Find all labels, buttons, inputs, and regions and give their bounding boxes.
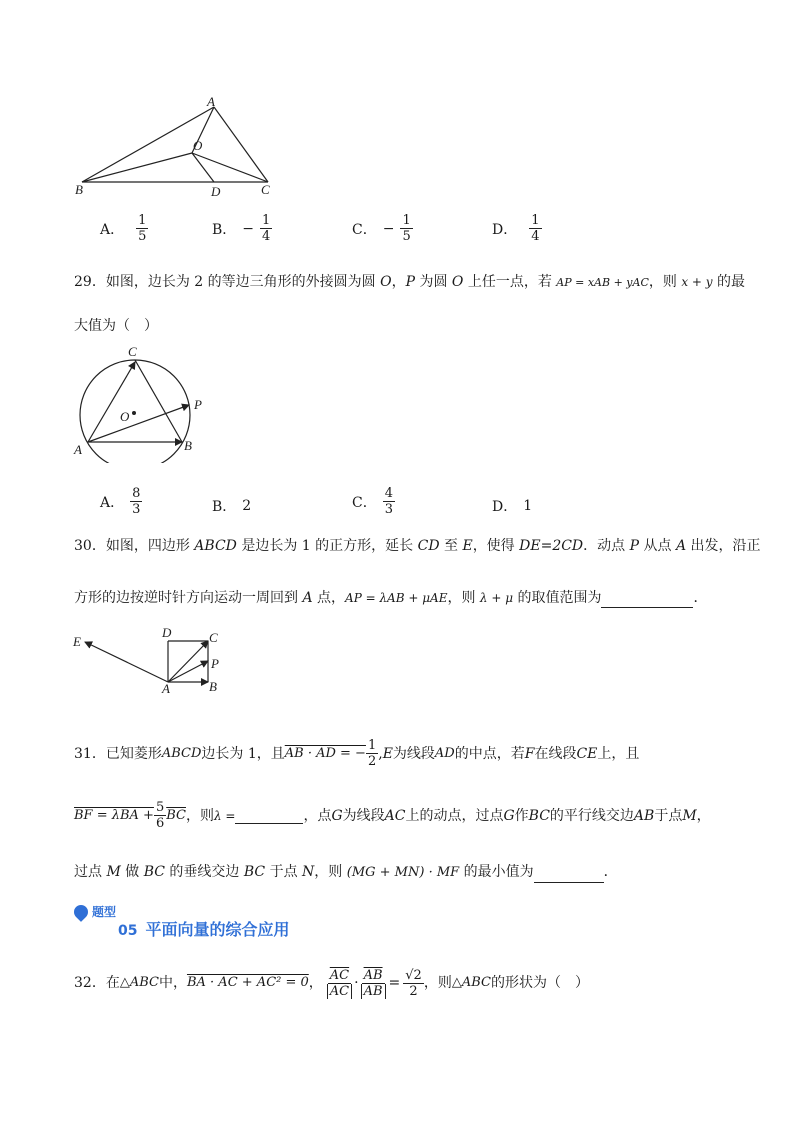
q31-text: 作	[514, 807, 529, 824]
q32-triangle: △ABC	[451, 975, 491, 990]
q31-text: ,	[378, 745, 383, 762]
q30-formula: AP = λAB + μAE	[345, 591, 448, 605]
q29-O: O	[380, 274, 392, 290]
q29-P: P	[405, 274, 415, 290]
q29-text: ，则	[648, 274, 682, 290]
q31-stem-line3	[74, 862, 618, 883]
q31-text: 上的动点，过点	[405, 807, 504, 824]
q31-CE: CE	[576, 745, 598, 762]
q28-option-b-sign: −	[242, 220, 255, 237]
q30-text: 是边长为 1 的正方形，延长	[236, 538, 418, 554]
q31-dot-product: AB · AD = −	[284, 745, 366, 761]
q30-ABCD: ABCD	[194, 538, 237, 554]
q29-stem-line1	[74, 272, 745, 293]
q29-text: 为圆	[415, 274, 452, 290]
q31-text: 于点	[265, 864, 303, 880]
q29-text: 如图，边长为 2 的等边三角形的外接圆为圆	[105, 274, 381, 290]
q31-five-sixths: $\frac{5}{6}$	[155, 800, 165, 831]
q30-P: P	[629, 538, 640, 554]
q28-option-b-value: $\frac{1}{4}$	[262, 213, 271, 244]
q32-number: 32．	[74, 975, 106, 991]
q28-option-b-label: B．	[212, 221, 237, 238]
q30-number: 30．	[74, 538, 106, 554]
q31-M: M	[682, 807, 697, 824]
q30-period: ．	[693, 590, 708, 606]
q31-text: 已知菱形	[105, 745, 162, 762]
q28-option-c-sign: −	[382, 220, 395, 237]
q31-text: ，则	[185, 807, 214, 824]
q30-text: ，则	[447, 590, 480, 606]
q31-text: 上，且	[597, 745, 640, 762]
fig28-label-C: C	[261, 182, 270, 197]
fig28-label-D: D	[211, 184, 221, 199]
q29-option-d-label: D．	[492, 499, 518, 515]
q30-A: A	[302, 590, 313, 606]
q32-text: 在	[105, 975, 120, 991]
q30-text: 的取值范围为	[513, 590, 602, 606]
q31-G: G	[331, 807, 343, 824]
q30-E: E	[462, 538, 473, 554]
q31-lambda: λ =	[213, 808, 236, 823]
q28-option-d-label: D．	[492, 221, 518, 238]
q30-text: 点，	[312, 590, 346, 606]
q28-option-c[interactable]	[352, 213, 413, 244]
q29-formula: AP = xAB + yAC	[556, 276, 649, 289]
fig30-label-D: D	[162, 627, 172, 640]
section-title-row	[118, 917, 290, 940]
q31-stem-line2	[74, 800, 711, 831]
section-label: 题型	[92, 905, 117, 919]
q31-text: ，点	[303, 807, 332, 824]
q29-option-d[interactable]	[492, 496, 532, 516]
q31-text: 的垂线交边	[164, 864, 244, 880]
fig30-label-C: C	[209, 630, 218, 645]
q31-stem-line1	[74, 738, 639, 769]
q28-option-a-label: A．	[100, 221, 125, 238]
q30-CD: CD	[417, 538, 440, 554]
q29-figure	[72, 343, 212, 463]
fig29-label-O: O	[120, 409, 130, 424]
q29-option-c-label: C．	[352, 494, 377, 511]
q30-text: 至	[439, 538, 463, 554]
q32-eq1: BA · AC + AC² = 0	[186, 975, 309, 990]
q29-text: 的最	[712, 274, 746, 290]
q31-text: 做	[120, 864, 144, 880]
location-pin-icon	[71, 902, 91, 922]
q30-text: 出发，沿正	[686, 538, 761, 554]
q30-text: 从点	[639, 538, 676, 554]
q32-triangle: △ABC	[119, 975, 159, 990]
fig30-label-A: A	[162, 681, 170, 696]
q31-text: 为线段	[392, 745, 435, 762]
q31-text: 过点	[74, 864, 107, 880]
q31-min-expr: (MG + MN) · MF	[346, 865, 460, 880]
q30-figure	[70, 627, 230, 697]
q29-option-a-value: $\frac{8}{3}$	[132, 486, 141, 517]
q29-stem-line2: 大值为（ ）	[74, 318, 158, 334]
q28-option-c-value: $\frac{1}{5}$	[402, 213, 411, 244]
q29-option-c[interactable]	[352, 486, 395, 517]
q28-option-a-value: $\frac{1}{5}$	[138, 213, 147, 244]
q29-text: 上任一点，若	[463, 274, 557, 290]
q29-option-b[interactable]	[212, 496, 251, 516]
q31-text: 为线段	[342, 807, 385, 824]
fig29-label-P: P	[194, 397, 202, 412]
q29-option-d-value: 1	[523, 498, 533, 514]
q29-option-a[interactable]	[100, 486, 142, 517]
q31-F: F	[524, 745, 535, 762]
q31-AD: AD	[434, 745, 455, 761]
q31-text: 于点	[654, 807, 683, 824]
q31-N: N	[302, 864, 315, 880]
q30-text: ．动点	[583, 538, 630, 554]
q31-BC: BC	[528, 807, 550, 824]
section-header	[74, 903, 116, 920]
q32-unit-ac: $\frac{\overline{AC}}{AC}$	[327, 968, 352, 999]
q30-A: A	[675, 538, 687, 554]
q32-stem: 32． 在 △ABC 中， BA · AC + AC² = 0 ， $\frac{\overline{AC}}{AC}$ · $\frac{\overline{AB}}{AB}$ = $\frac{√2}{2}$ ，则 △ABC 的形状为（ ）	[74, 967, 589, 999]
q28-option-c-label: C．	[352, 221, 377, 238]
q31-M: M	[106, 864, 121, 880]
q31-min-blank[interactable]	[534, 866, 604, 883]
q32-text: 中，	[158, 975, 187, 991]
q31-text: ，则	[314, 864, 347, 880]
fig29-label-B: B	[184, 438, 192, 453]
q31-ABCD: ABCD	[161, 745, 202, 761]
q31-text: ，	[696, 807, 711, 824]
q32-rhs: $\frac{√2}{2}$	[405, 967, 422, 999]
q29-number: 29．	[74, 274, 106, 290]
q30-text: 方形的边按逆时针方向运动一周回到	[74, 590, 303, 606]
section-title: 平面向量的综合应用	[145, 920, 290, 939]
q29-option-a-label: A．	[100, 494, 125, 511]
fig29-label-A: A	[74, 442, 82, 457]
q28-option-a[interactable]	[100, 213, 148, 244]
q31-text: 的平行线交边	[549, 807, 634, 824]
q32-text: ，	[308, 975, 323, 991]
q32-text: 的形状为（ ）	[490, 975, 589, 991]
q31-AC: AC	[384, 807, 406, 824]
q28-option-b[interactable]	[212, 213, 272, 244]
q29-xy: x + y	[681, 275, 713, 289]
fig30-label-E: E	[73, 634, 81, 649]
q30-lambda-mu: λ + μ	[479, 591, 513, 605]
q31-half: $\frac{1}{2}$	[367, 738, 377, 769]
q29-option-b-value: 2	[242, 498, 252, 514]
fig30-label-P: P	[211, 656, 219, 671]
q29-O: O	[451, 274, 464, 290]
q31-G: G	[503, 807, 515, 824]
q30-text: ，使得	[472, 538, 520, 554]
q29-option-b-label: B．	[212, 499, 237, 515]
q32-unit-ab: $\frac{\overline{AB}}{AB}$	[361, 968, 386, 999]
q28-option-d-value: $\frac{1}{4}$	[531, 213, 540, 244]
q31-BC: BC	[143, 864, 165, 880]
fig28-label-A: A	[207, 95, 215, 109]
section-number: 05	[118, 923, 138, 939]
q31-text: 的中点，若	[454, 745, 525, 762]
q31-period: ．	[603, 864, 618, 880]
q31-number: 31．	[74, 745, 106, 762]
q28-option-d[interactable]	[492, 213, 542, 244]
q31-bf-expr: BF = λBA +	[74, 807, 154, 823]
q31-text: 的最小值为	[459, 864, 534, 880]
q31-text: 在线段	[534, 745, 577, 762]
q30-text: 如图，四边形	[105, 538, 195, 554]
fig29-label-C: C	[128, 344, 137, 359]
q31-lambda-blank[interactable]	[235, 807, 303, 824]
q30-stem-line2	[74, 588, 707, 608]
q30-eq: DE=2CD	[519, 538, 584, 554]
q31-E: E	[382, 745, 393, 762]
fig28-label-O: O	[193, 138, 203, 153]
q31-AB: AB	[633, 807, 655, 824]
q29-option-c-value: $\frac{4}{3}$	[384, 486, 393, 517]
q31-bc: $\overline{BC}$	[166, 807, 186, 823]
q29-text: ，	[391, 274, 406, 290]
q28-figure	[72, 95, 282, 200]
fig30-label-B: B	[209, 679, 217, 694]
fig28-label-B: B	[75, 182, 83, 197]
q31-BC: BC	[243, 864, 266, 880]
q30-stem-line1	[74, 536, 761, 556]
q32-text: ，则	[423, 975, 452, 991]
q31-text: 边长为 1，且	[201, 745, 285, 762]
q30-answer-blank[interactable]	[601, 591, 693, 608]
